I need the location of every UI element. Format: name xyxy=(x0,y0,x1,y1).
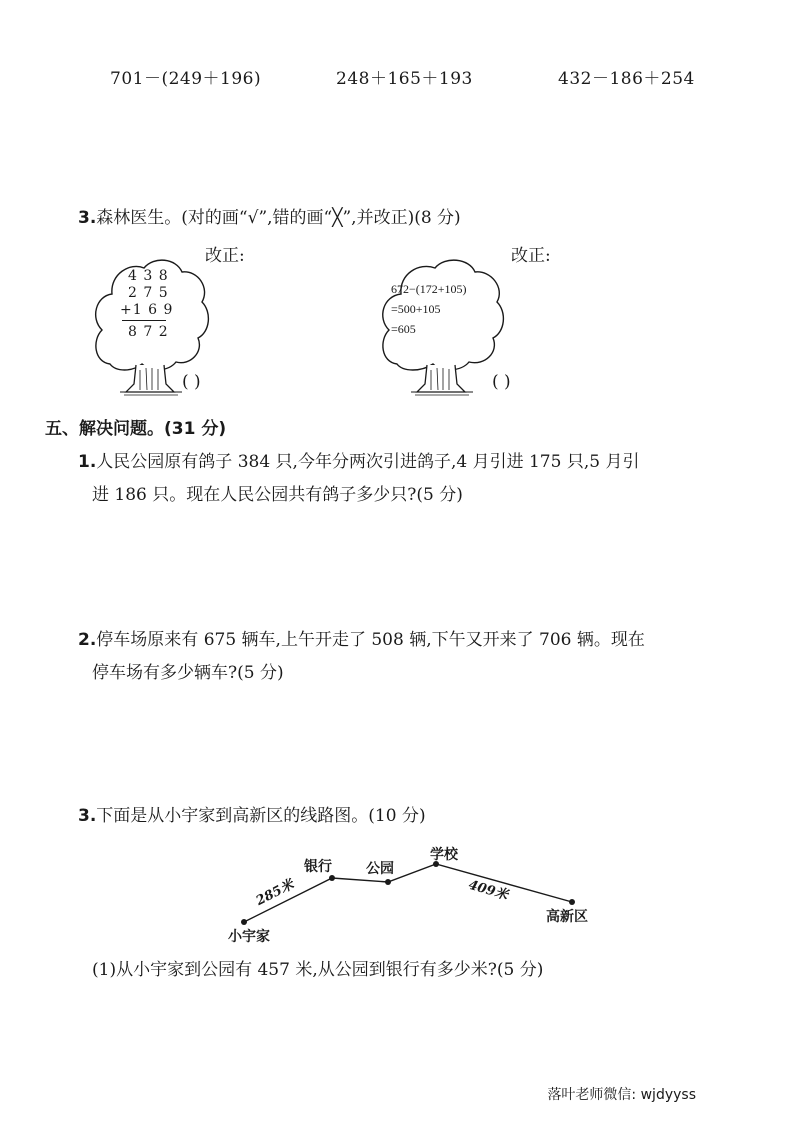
tree-2-line-2: =500+105 xyxy=(391,302,441,316)
map-label-home: 小宇家 xyxy=(228,929,270,945)
tree-1-line-3: +1 6 9 xyxy=(120,302,174,318)
problem-1-line-2: 进 186 只。现在人民公园共有鸽子多少只?(5 分) xyxy=(92,485,463,505)
question-3-title: 森林医生。(对的画“√”,错的画“╳”,并改正)(8 分) xyxy=(96,208,461,228)
tree-2-line-1: 672−(172+105) xyxy=(391,282,467,296)
expression-1: 701－(249＋196) xyxy=(110,69,262,89)
map-label-bank: 银行 xyxy=(304,859,332,875)
section-5-title: 五、解决问题。(31 分) xyxy=(45,419,227,439)
tree-1-line-1: 4 3 8 xyxy=(128,268,169,284)
tree-1-sum-line xyxy=(122,320,166,321)
expression-2: 248＋165＋193 xyxy=(336,69,473,89)
route-map xyxy=(228,840,608,952)
answer-paren-2[interactable]: ( ) xyxy=(492,372,511,392)
expression-3: 432－186＋254 xyxy=(558,69,695,89)
problem-2-number: 2. xyxy=(78,630,97,650)
problem-1 xyxy=(78,446,639,512)
answer-paren-1[interactable]: ( ) xyxy=(182,372,201,392)
tree-1-line-2: 2 7 5 xyxy=(128,285,169,301)
map-label-park: 公园 xyxy=(366,861,394,877)
map-distance-1: 285米 xyxy=(253,877,297,909)
map-label-district: 高新区 xyxy=(546,909,588,925)
question-3-heading xyxy=(78,210,461,227)
problem-2-line-1: 停车场原来有 675 辆车,上午开走了 508 辆,下午又开来了 706 辆。现在 xyxy=(96,630,645,650)
footer-contact: 落叶老师微信: wjdyyss xyxy=(547,1087,696,1103)
problem-1-number: 1. xyxy=(78,452,97,472)
tree-2 xyxy=(377,252,509,400)
problem-3-title: 下面是从小宇家到高新区的线路图。(10 分) xyxy=(96,806,426,826)
problem-3-heading xyxy=(78,808,426,825)
problem-1-line-1: 人民公园原有鸽子 384 只,今年分两次引进鸽子,4 月引进 175 只,5 月引 xyxy=(96,452,640,472)
tree-2-line-3: =605 xyxy=(391,322,416,336)
map-label-school: 学校 xyxy=(430,847,458,863)
problem-3-subquestion-1: (1)从小宇家到公园有 457 米,从公园到银行有多少米?(5 分) xyxy=(92,960,544,980)
correction-label-2: 改正: xyxy=(511,246,551,266)
question-3-number: 3. xyxy=(78,208,97,228)
problem-2-line-2: 停车场有多少辆车?(5 分) xyxy=(92,663,284,683)
problem-2 xyxy=(78,624,645,690)
correction-label-1: 改正: xyxy=(205,246,245,266)
tree-1-line-4: 8 7 2 xyxy=(128,324,169,340)
problem-3-number: 3. xyxy=(78,806,97,826)
map-distance-2: 409米 xyxy=(466,877,510,904)
